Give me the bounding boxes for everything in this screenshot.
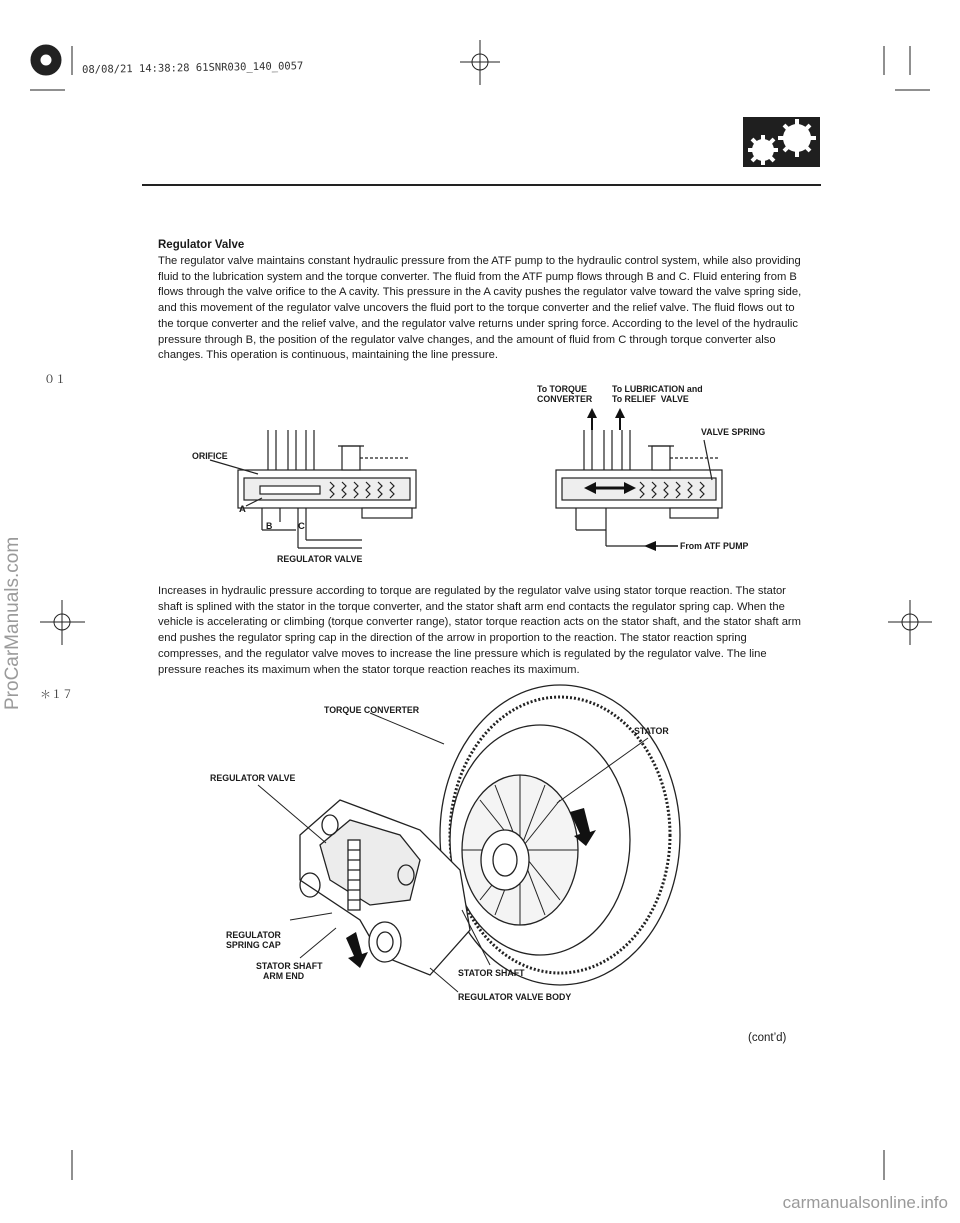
footer-watermark: carmanualsonline.info (782, 1193, 948, 1212)
label-from-atf-pump: From ATF PUMP (680, 541, 749, 551)
label-stator-shaft-arm-end: STATOR SHAFT ARM END (256, 961, 323, 981)
label-regulator-spring-cap: REGULATOR SPRING CAP (226, 930, 281, 950)
print-stamp: 08/08/21 14:38:28 61SNR030_140_0057 (82, 60, 304, 76)
continued-note: (cont’d) (748, 1032, 787, 1044)
section-heading: Regulator Valve (158, 239, 245, 251)
label-orifice: ORIFICE (192, 451, 228, 461)
label-torque-converter: TORQUE CONVERTER (324, 705, 420, 715)
label-a: A (239, 504, 246, 515)
paragraph-stator-reaction: Increases in hydraulic pressure according to torque are regulated by the regulator valve using stator torque reaction. The stator shaft is splined with the stator in the torque converter, and the stator shaft arm end contacts the regulator spring cap. When the vehicle is accelerating or climbing (torque converter range), stator torque reaction acts on the stator shaft, and the stator shaft arm end pushes the regulator spring cap in the direction of the arrow in proportion to the reaction. The stator reaction spring compresses, and the regulator valve moves to increase the line pressure which is regulated by the regulator valve. The line pressure reaches its maximum when the stator torque reaction reaches its maximum. (158, 585, 801, 676)
label-to-lubrication: To LUBRICATION and To RELIEF VALVE (612, 384, 703, 404)
label-stator: STATOR (634, 726, 669, 736)
label-regulator-valve-top: REGULATOR VALVE (277, 554, 363, 564)
regulator-valve-section-right (556, 430, 722, 546)
label-stator-shaft: STATOR SHAFT (458, 968, 525, 978)
margin-mark-01: ０１ (44, 373, 66, 386)
margin-mark-17: ＊１７ (40, 688, 73, 701)
label-c: C (298, 521, 305, 532)
label-to-torque-converter: To TORQUE CONVERTER (537, 384, 593, 404)
gears-icon (743, 117, 820, 167)
side-watermark-text: ProCarManuals.com (2, 536, 23, 710)
label-regulator-valve-body: REGULATOR VALVE BODY (458, 992, 572, 1002)
label-regulator-valve: REGULATOR VALVE (210, 773, 296, 783)
paragraph-regulator-valve: The regulator valve maintains constant hydraulic pressure from the ATF pump to the hydraulic control system, while also providing fluid to the lubrication system and the torque converter. The fluid from the ATF pump flows through B and C. Fluid entering from B flows through the valve orifice to the A cavity. This pressure in the A cavity pushes the regulator valve toward the valve spring side, and this movement of the regulator valve uncovers the fluid port to the torque converter and the relief valve. The fluid flows out to the torque converter and the relief valve, and the regulator valve returns under spring force. According to the level of the hydraulic pressure through B, the position of the regulator valve changes, and the amount of fluid from C through torque converter also changes. This operation is continuous, maintaining the line pressure. (158, 255, 802, 362)
regulator-valve-section-left (210, 430, 416, 548)
label-b: B (266, 521, 273, 531)
header-rule (142, 184, 821, 186)
label-valve-spring: VALVE SPRING (701, 427, 766, 437)
